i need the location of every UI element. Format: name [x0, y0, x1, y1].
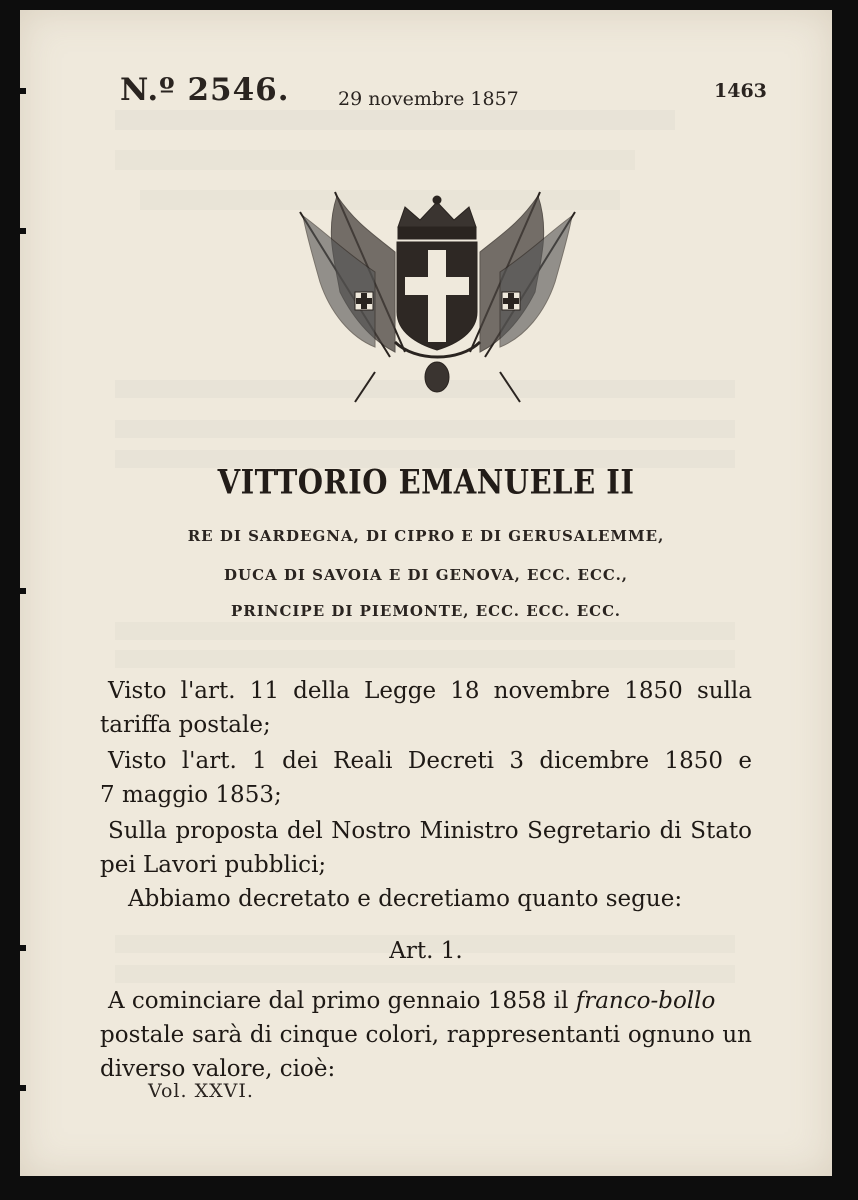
preamble-line: 7 maggio 1853;: [100, 782, 282, 808]
binding-hole: [14, 88, 26, 94]
preamble-line: Abbiamo decretato e decretiamo quanto segue:: [128, 886, 683, 912]
binding-hole: [14, 588, 26, 594]
preamble-line: tariffa postale;: [100, 712, 271, 738]
volume-footer: Vol. XXVI.: [148, 1080, 254, 1102]
decree-date: 29 novembre 1857: [338, 88, 519, 110]
article-text: A cominciare dal primo gennaio 1858 il: [108, 988, 576, 1014]
sovereign-title-line: DUCA DI SAVOIA E DI GENOVA, ECC. ECC.,: [223, 566, 629, 584]
preamble-line: pei Lavori pubblici;: [100, 852, 327, 878]
binding-hole: [14, 228, 26, 234]
savoy-coat-of-arms-icon: [295, 172, 580, 412]
article-line: [108, 988, 760, 1014]
binding-hole: [14, 1085, 26, 1091]
article-line: diverso valore, cioè:: [100, 1056, 336, 1082]
sovereign-name: VITTORIO EMANUELE II: [217, 462, 635, 502]
page-number: 1463: [714, 80, 767, 102]
preamble-line: Visto l'art. 11 della Legge 18 novembre 1850 sulla: [108, 678, 752, 704]
article-line: postale sarà di cinque colori, rappresentanti ognuno un: [100, 1022, 752, 1048]
document-page: [20, 10, 832, 1176]
article-heading: Art. 1.: [389, 938, 463, 964]
sovereign-title-line: PRINCIPE DI PIEMONTE, ECC. ECC. ECC.: [230, 602, 621, 620]
sovereign-title-line: RE DI SARDEGNA, DI CIPRO E DI GERUSALEMME,: [187, 527, 665, 545]
preamble-line: Sulla proposta del Nostro Ministro Segretario di Stato: [108, 818, 752, 844]
article-italic-term: franco-bollo: [575, 988, 716, 1014]
decree-number: N.º 2546.: [120, 72, 290, 108]
preamble-line: Visto l'art. 1 dei Reali Decreti 3 dicembre 1850 e: [108, 748, 752, 774]
binding-hole: [14, 945, 26, 951]
